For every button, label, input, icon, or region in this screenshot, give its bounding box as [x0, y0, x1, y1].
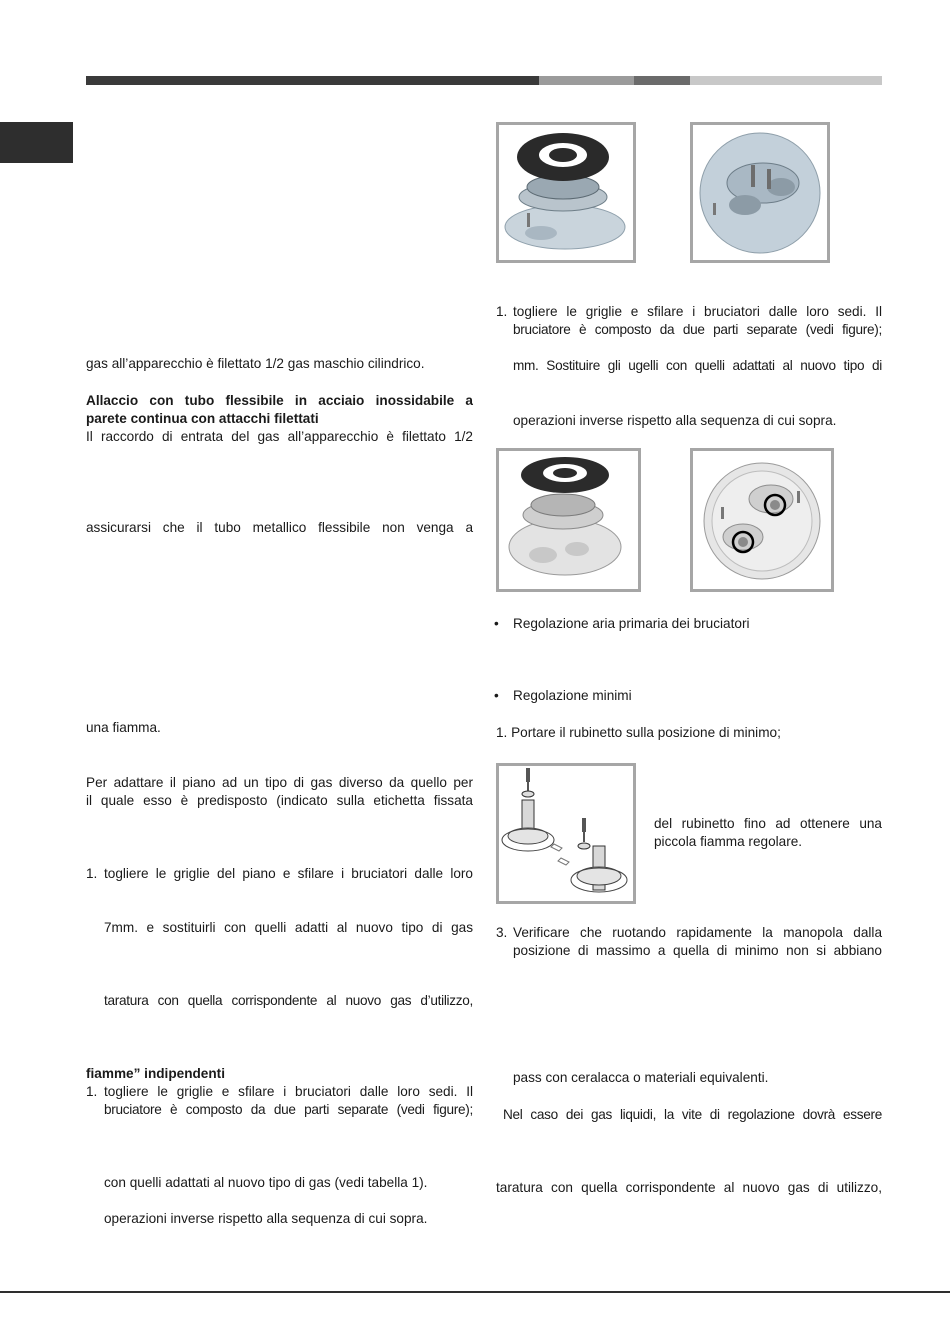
- left-line-7: 7mm. e sostituirli con quelli adatti al nuovo tipo di gas: [104, 920, 473, 935]
- right-line-6b: posizione di massimo a quella di minimo non si abbiano: [513, 943, 882, 958]
- left-num-9: 1.: [86, 1084, 98, 1099]
- left-line-10: con quelli adattati al nuovo tipo di gas (vedi tabella 1).: [104, 1175, 428, 1190]
- right-line-8: Nel caso dei gas liquidi, la vite di regolazione dovrà essere: [503, 1107, 882, 1122]
- right-line-5a: del rubinetto fino ad ottenere una: [654, 816, 882, 831]
- screwdriver-adjustment-icon: [499, 766, 633, 901]
- left-line-4: una fiamma.: [86, 720, 161, 735]
- right-line-6a: Verificare che ruotando rapidamente la manopola dalla: [513, 925, 882, 940]
- burner-exploded-icon: [499, 451, 638, 589]
- right-line-5b: piccola fiamma regolare.: [654, 834, 803, 849]
- left-line-3: assicurarsi che il tubo metallico flessibile non venga a: [86, 520, 473, 535]
- left-line-9b: bruciatore è composto da due parti separate (vedi figure);: [104, 1102, 473, 1117]
- header-bar-light: [690, 76, 882, 85]
- header-bar-dark: [86, 76, 539, 85]
- left-line-5a: Per adattare il piano ad un tipo di gas diverso da quello per: [86, 775, 473, 790]
- left-heading-1a: Allaccio con tubo flessibile in acciaio inossidabile a: [86, 393, 473, 408]
- left-heading-1b: parete continua con attacchi filettati: [86, 411, 319, 426]
- left-line-5b: il quale esso è predisposto (indicato sulla etichetta fissata: [86, 793, 473, 808]
- burner-exploded-figure-1: [496, 122, 636, 263]
- burner-base-injectors-icon: [693, 451, 831, 589]
- left-line-1: gas all’apparecchio è filettato 1/2 gas maschio cilindrico.: [86, 356, 425, 371]
- right-line-4: 1. Portare il rubinetto sulla posizione di minimo;: [496, 725, 781, 740]
- left-heading-2: fiamme” indipendenti: [86, 1066, 225, 1081]
- burner-base-figure-2: [690, 122, 830, 263]
- right-num-1: 1.: [496, 304, 508, 319]
- bullet-text-1: Regolazione aria primaria dei bruciatori: [513, 616, 750, 631]
- left-line-6: togliere le griglie del piano e sfilare i bruciatori dalle loro: [104, 866, 473, 881]
- screwdriver-figure-5: [496, 763, 636, 904]
- bullet-text-2: Regolazione minimi: [513, 688, 632, 703]
- left-num-6: 1.: [86, 866, 98, 881]
- burner-base-icon: [693, 125, 827, 260]
- burner-exploded-icon: [499, 125, 633, 260]
- right-num-6: 3.: [496, 925, 508, 940]
- right-line-2: mm. Sostituire gli ugelli con quelli adattati al nuovo tipo di: [513, 358, 882, 373]
- bullet-1: •: [494, 616, 499, 631]
- left-line-8: taratura con quella corrispondente al nuovo gas d’utilizzo,: [104, 993, 473, 1008]
- language-tab: [0, 122, 73, 163]
- left-line-11: operazioni inverse rispetto alla sequenza di cui sopra.: [104, 1211, 428, 1226]
- header-bar-dark-2: [634, 76, 690, 85]
- burner-base-injectors-figure-4: [690, 448, 834, 592]
- right-line-3: operazioni inverse rispetto alla sequenza di cui sopra.: [513, 413, 837, 428]
- right-line-9: taratura con quella corrispondente al nuovo gas di utilizzo,: [496, 1180, 882, 1195]
- left-line-2: Il raccordo di entrata del gas all’apparecchio è filettato 1/2: [86, 429, 473, 444]
- right-line-7: pass con ceralacca o materiali equivalenti.: [513, 1070, 769, 1085]
- right-line-1b: bruciatore è composto da due parti separate (vedi figure);: [513, 322, 882, 337]
- left-line-9a: togliere le griglie e sfilare i bruciatori dalle loro sedi. Il: [104, 1084, 473, 1099]
- footer-rule: [0, 1291, 950, 1293]
- right-line-1a: togliere le griglie e sfilare i bruciatori dalle loro sedi. Il: [513, 304, 882, 319]
- bullet-2: •: [494, 688, 499, 703]
- burner-exploded-figure-3: [496, 448, 641, 592]
- header-bar-mid: [539, 76, 634, 85]
